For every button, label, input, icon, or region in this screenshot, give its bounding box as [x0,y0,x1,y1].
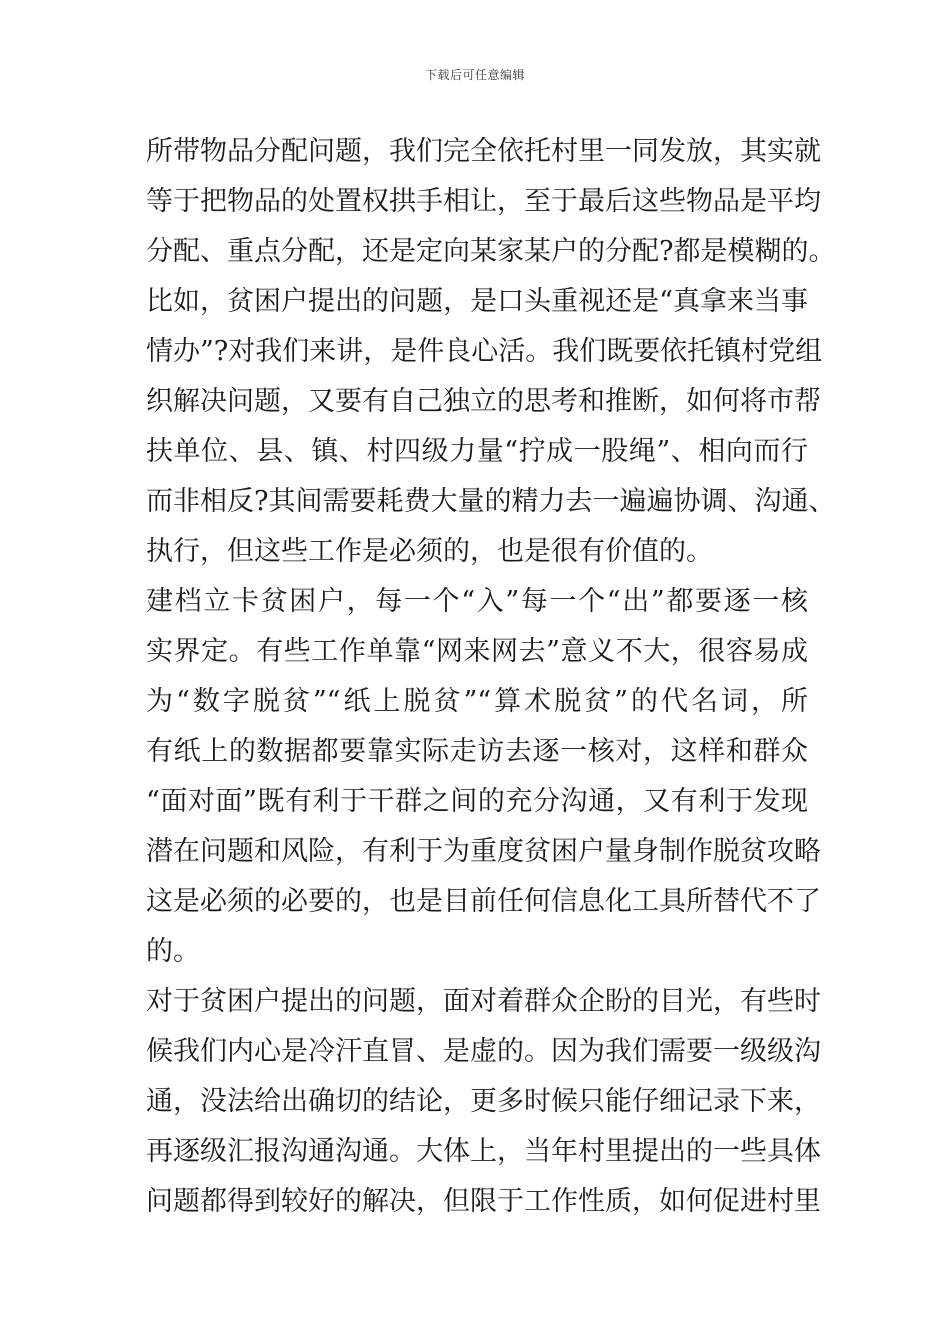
page-header: 下载后可任意编辑 [424,68,525,82]
text-line: 再逐级汇报沟通沟通。大体上，当年村里提出的一些具体 [146,1136,821,1167]
text-line: 等于把物品的处置权拱手相让，至于最后这些物品是平均 [146,186,821,217]
text-line: “面对面”既有利于干群之间的充分沟通，又有利于发现 [146,786,808,817]
text-line: 织解决问题，又要有自己独立的思考和推断，如何将市帮 [146,386,821,417]
text-line: 通，没法给出确切的结论，更多时候只能仔细记录下来， [146,1086,821,1117]
text-line: 执行，但这些工作是必须的，也是很有价值的。 [146,536,713,567]
text-line: 候我们内心是冷汗直冒、是虚的。因为我们需要一级级沟 [146,1036,821,1067]
text-line: 所带物品分配问题，我们完全依托村里一同发放，其实就 [146,136,821,167]
text-line: 比如，贫困户提出的问题，是口头重视还是“真拿来当事 [146,286,808,317]
text-line: 问题都得到较好的解决，但限于工作性质，如何促进村里 [146,1186,821,1217]
text-line: 情办”?对我们来讲，是件良心活。我们既要依托镇村党组 [146,336,823,367]
text-line: 实界定。有些工作单靠“网来网去”意义不大，很容易成 [146,636,808,667]
text-line: 建档立卡贫困户，每一个“入”每一个“出”都要逐一核 [146,586,808,617]
text-line: 对于贫困户提出的问题，面对着群众企盼的目光，有些时 [146,986,821,1017]
text-line: 扶单位、县、镇、村四级力量“拧成一股绳”、相向而行 [146,436,808,467]
text-line: 这是必须的必要的，也是目前任何信息化工具所替代不了 [146,886,821,917]
text-line: 潜在问题和风险，有利于为重度贫困户量身制作脱贫攻略 [146,836,821,867]
text-line: 为“数字脱贫”“纸上脱贫”“算术脱贫”的代名词，所 [146,686,808,717]
document-body [146,127,836,1227]
text-line: 分配、重点分配，还是定向某家某户的分配?都是模糊的。 [146,236,836,267]
text-line: 有纸上的数据都要靠实际走访去逐一核对，这样和群众 [146,736,808,767]
text-line: 而非相反?其间需要耗费大量的精力去一遍遍协调、沟通、 [146,486,836,517]
text-line: 的。 [146,936,200,967]
